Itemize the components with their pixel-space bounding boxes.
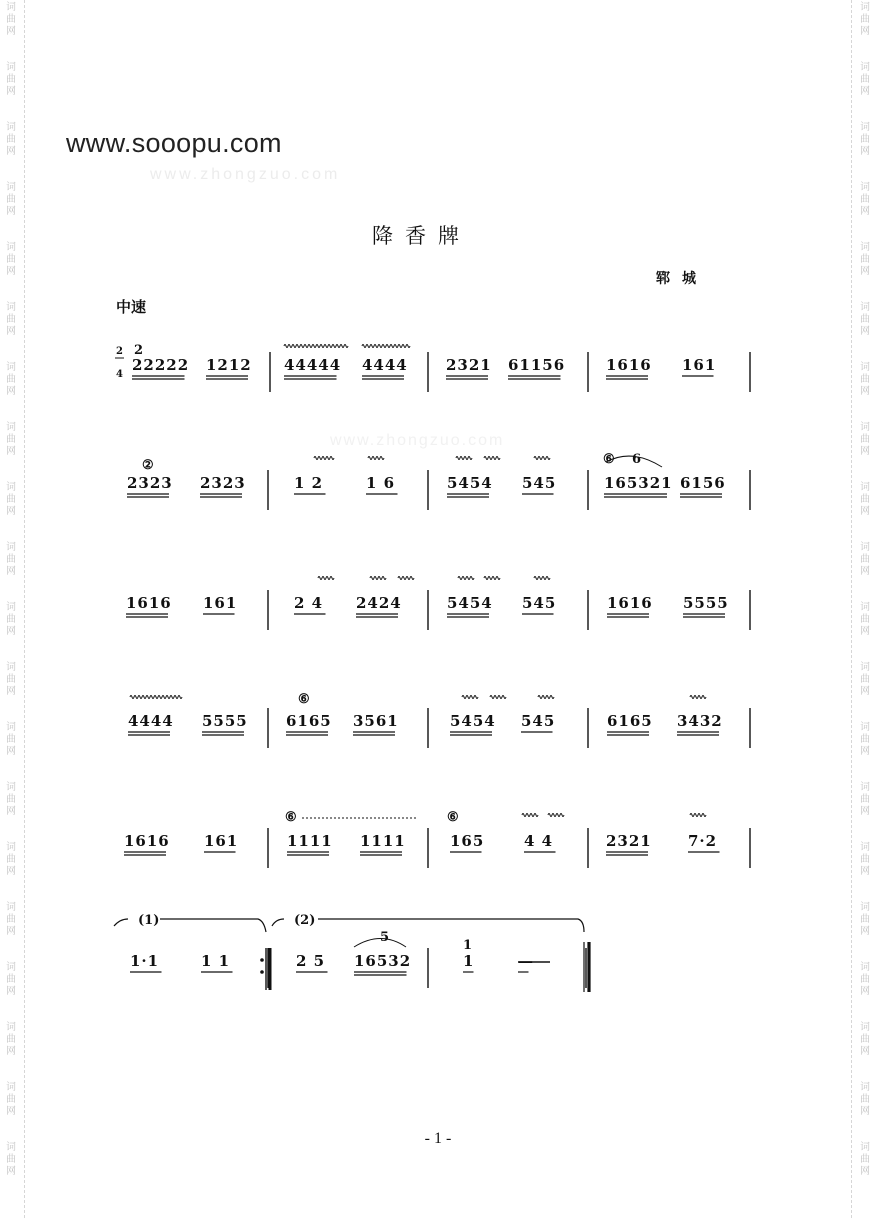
ornament-wave — [690, 814, 706, 817]
margin-glyph: 网 — [6, 1046, 16, 1057]
margin-glyph: 词 — [6, 302, 16, 313]
margin-glyph: 网 — [860, 686, 870, 697]
margin-glyph: 词 — [6, 422, 16, 433]
margin-glyph: 词 — [6, 242, 16, 253]
margin-glyph: 曲 — [6, 734, 16, 745]
page-number: - 1 - — [424, 1130, 452, 1147]
margin-glyph: 词 — [6, 662, 16, 673]
margin-glyph: 网 — [6, 626, 16, 637]
ornament-wave — [538, 696, 554, 699]
margin-glyph: 词 — [6, 542, 16, 553]
song-region: 郓城 — [656, 271, 708, 287]
margin-glyph: 网 — [860, 26, 870, 37]
note-group: 1·1 — [130, 952, 160, 970]
margin-glyph: 网 — [6, 146, 16, 157]
margin-glyph: 网 — [6, 926, 16, 937]
margin-glyph: 词 — [860, 1142, 870, 1153]
margin-glyph: 网 — [860, 146, 870, 157]
note-group: 3561 — [353, 712, 399, 730]
margin-glyph: 曲 — [6, 434, 16, 445]
note-group: 44444 — [284, 356, 342, 374]
margin-glyph: 曲 — [6, 254, 16, 265]
margin-glyph: 词 — [6, 1142, 16, 1153]
margin-glyph: 曲 — [860, 194, 870, 205]
note-group: 1616 — [124, 832, 170, 850]
margin-glyph: 曲 — [6, 1094, 16, 1105]
margin-glyph: 词 — [6, 782, 16, 793]
note-group: 6165 — [286, 712, 332, 730]
volta-bracket — [272, 919, 584, 932]
performance-mark: 5 — [380, 930, 390, 945]
margin-glyph: 曲 — [860, 554, 870, 565]
margin-glyph: 网 — [860, 86, 870, 97]
margin-glyph: 网 — [6, 986, 16, 997]
note-group: 5555 — [202, 712, 248, 730]
note-group: 22222 — [132, 356, 190, 374]
margin-glyph: 网 — [860, 266, 870, 277]
margin-glyph: 网 — [860, 866, 870, 877]
note-group: 2321 — [606, 832, 652, 850]
ornament-wave — [548, 814, 564, 817]
margin-glyph: 网 — [6, 686, 16, 697]
margin-glyph: 网 — [6, 866, 16, 877]
note-group: 7·2 — [688, 832, 718, 850]
margin-glyph: 网 — [6, 86, 16, 97]
margin-glyph: 网 — [6, 806, 16, 817]
margin-glyph: 网 — [6, 386, 16, 397]
margin-glyph: 曲 — [860, 734, 870, 745]
site-url-ghost: www.zhongzuo.com — [150, 166, 341, 183]
margin-glyph: 曲 — [860, 854, 870, 865]
note-group: 16532 — [354, 952, 412, 970]
margin-glyph: 词 — [6, 182, 16, 193]
margin-glyph: 曲 — [6, 794, 16, 805]
performance-mark: ⑥ — [603, 452, 615, 467]
ornament-wave — [284, 345, 348, 348]
margin-glyph: 曲 — [860, 1094, 870, 1105]
margin-glyph: 曲 — [860, 974, 870, 985]
margin-glyph: 词 — [6, 722, 16, 733]
note-group: 1616 — [607, 594, 653, 612]
note-group: 2323 — [127, 474, 173, 492]
note-group: 545 — [522, 594, 557, 612]
note-group: 1 — [463, 952, 475, 970]
margin-glyph: 曲 — [860, 134, 870, 145]
ornament-wave — [368, 457, 384, 460]
center-watermark: www.zhongzuo.com — [330, 432, 505, 449]
note-group: 545 — [522, 474, 557, 492]
ornament-wave — [458, 577, 474, 580]
margin-glyph: 曲 — [6, 674, 16, 685]
margin-glyph: 曲 — [860, 674, 870, 685]
ornament-wave — [534, 577, 550, 580]
margin-glyph: 网 — [6, 1166, 16, 1177]
song-title: 降香牌 — [372, 224, 471, 248]
ornament-wave — [370, 577, 386, 580]
margin-glyph: 词 — [860, 302, 870, 313]
margin-glyph: 词 — [860, 362, 870, 373]
margin-glyph: 网 — [6, 566, 16, 577]
margin-glyph: 词 — [6, 602, 16, 613]
margin-glyph: 词 — [860, 842, 870, 853]
ornament-wave — [362, 345, 410, 348]
time-signature-bottom: 4 — [116, 369, 123, 380]
margin-glyph: 网 — [860, 566, 870, 577]
margin-glyph: 词 — [860, 122, 870, 133]
ornament-wave — [398, 577, 414, 580]
margin-glyph: 网 — [860, 926, 870, 937]
margin-glyph: 词 — [6, 122, 16, 133]
margin-glyph: 网 — [6, 506, 16, 517]
margin-glyph: 词 — [6, 902, 16, 913]
margin-glyph: 曲 — [6, 914, 16, 925]
margin-glyph: 词 — [6, 1022, 16, 1033]
note-group: 1111 — [287, 832, 333, 850]
margin-glyph: 词 — [860, 242, 870, 253]
margin-glyph: 曲 — [6, 374, 16, 385]
note-group: 1212 — [206, 356, 252, 374]
margin-glyph: 网 — [6, 1106, 16, 1117]
ornament-wave — [130, 696, 182, 699]
margin-glyph: 曲 — [6, 74, 16, 85]
margin-glyph: 曲 — [6, 194, 16, 205]
note-group: 2 4 — [294, 594, 324, 612]
margin-glyph: 词 — [860, 542, 870, 553]
margin-glyph: 词 — [860, 422, 870, 433]
note-group: 1616 — [126, 594, 172, 612]
margin-glyph: 网 — [860, 1166, 870, 1177]
note-group: 1 1 — [201, 952, 231, 970]
margin-glyph: 词 — [860, 182, 870, 193]
margin-glyph: 曲 — [860, 1154, 870, 1165]
note-group: 5454 — [450, 712, 496, 730]
margin-glyph: 词 — [6, 62, 16, 73]
note-group: 6165 — [607, 712, 653, 730]
margin-glyph: 网 — [6, 26, 16, 37]
ornament-wave — [484, 457, 500, 460]
margin-glyph: 词 — [6, 362, 16, 373]
margin-glyph: 曲 — [6, 314, 16, 325]
margin-glyph: 词 — [6, 842, 16, 853]
margin-glyph: 词 — [860, 1022, 870, 1033]
note-group: 4444 — [362, 356, 408, 374]
margin-glyph: 曲 — [860, 794, 870, 805]
margin-glyph: 曲 — [6, 494, 16, 505]
note-group: 165321 — [604, 474, 673, 492]
note-group: 1 2 — [294, 474, 324, 492]
note-group: 165 — [450, 832, 485, 850]
margin-glyph: 曲 — [6, 614, 16, 625]
margin-glyph: 词 — [6, 482, 16, 493]
margin-glyph: 网 — [860, 326, 870, 337]
note-group: — — [518, 952, 534, 970]
margin-glyph: 曲 — [6, 1034, 16, 1045]
margin-glyph: 词 — [860, 782, 870, 793]
site-url: www.sooopu.com — [66, 128, 282, 158]
performance-mark: ⑥ — [285, 810, 297, 825]
note-group: 1111 — [360, 832, 406, 850]
note-group: 161 — [203, 594, 238, 612]
margin-glyph: 网 — [860, 1106, 870, 1117]
margin-glyph: 词 — [860, 602, 870, 613]
margin-glyph: 词 — [860, 62, 870, 73]
performance-mark: 6 — [632, 452, 642, 467]
note-group: 5555 — [683, 594, 729, 612]
margin-glyph: 词 — [860, 482, 870, 493]
note-group: 1 6 — [366, 474, 396, 492]
margin-glyph: 网 — [6, 206, 16, 217]
margin-glyph: 词 — [860, 662, 870, 673]
ornament-wave — [522, 814, 538, 817]
margin-glyph: 曲 — [860, 314, 870, 325]
ornament-wave — [318, 577, 334, 580]
ornament-wave — [462, 696, 478, 699]
note-group: 161 — [204, 832, 239, 850]
ornament-wave — [456, 457, 472, 460]
ornament-wave — [534, 457, 550, 460]
note-group: 2424 — [356, 594, 402, 612]
note-group: 5454 — [447, 474, 493, 492]
margin-glyph: 曲 — [860, 254, 870, 265]
performance-mark: (2) — [294, 913, 316, 928]
note-group: 61156 — [508, 356, 566, 374]
margin-glyph: 曲 — [860, 434, 870, 445]
note-group: 161 — [682, 356, 717, 374]
margin-glyph: 曲 — [6, 974, 16, 985]
margin-glyph: 曲 — [860, 374, 870, 385]
ornament-wave — [490, 696, 506, 699]
repeat-dot — [260, 958, 264, 962]
margin-glyph: 网 — [6, 326, 16, 337]
margin-glyph: 曲 — [6, 554, 16, 565]
margin-glyph: 网 — [860, 746, 870, 757]
margin-glyph: 网 — [860, 626, 870, 637]
note-group: 5454 — [447, 594, 493, 612]
margin-glyph: 词 — [860, 2, 870, 13]
tempo-marking: 中速 — [116, 298, 147, 316]
note-group: 2 5 — [296, 952, 326, 970]
margin-glyph: 词 — [6, 2, 16, 13]
margin-glyph: 网 — [860, 386, 870, 397]
performance-mark: ② — [142, 458, 154, 473]
margin-glyph: 曲 — [6, 134, 16, 145]
note-group: 4444 — [128, 712, 174, 730]
performance-mark: 2 — [134, 343, 144, 358]
margin-glyph: 网 — [6, 446, 16, 457]
margin-glyph: 网 — [860, 1046, 870, 1057]
margin-glyph: 曲 — [6, 1154, 16, 1165]
margin-glyph: 网 — [860, 206, 870, 217]
margin-glyph: 曲 — [860, 14, 870, 25]
margin-glyph: 曲 — [860, 74, 870, 85]
volta-bracket — [114, 919, 266, 932]
margin-glyph: 词 — [860, 1082, 870, 1093]
margin-glyph: 曲 — [860, 614, 870, 625]
margin-glyph: 曲 — [6, 854, 16, 865]
time-signature-top: 2 — [116, 346, 123, 357]
note-group: 4 4 — [524, 832, 554, 850]
margin-glyph: 网 — [860, 446, 870, 457]
performance-mark: 1 — [463, 938, 473, 953]
performance-mark: (1) — [138, 913, 160, 928]
note-group: 1616 — [606, 356, 652, 374]
margin-glyph: 网 — [860, 506, 870, 517]
ornament-wave — [314, 457, 334, 460]
margin-glyph: 曲 — [860, 494, 870, 505]
ornament-wave — [690, 696, 706, 699]
note-group: 545 — [521, 712, 556, 730]
ornament-wave — [484, 577, 500, 580]
note-group: 3432 — [677, 712, 723, 730]
margin-glyph: 网 — [860, 806, 870, 817]
margin-glyph: 词 — [860, 962, 870, 973]
margin-glyph: 网 — [860, 986, 870, 997]
margin-glyph: 曲 — [6, 14, 16, 25]
note-group: 6156 — [680, 474, 726, 492]
margin-glyph: 词 — [860, 722, 870, 733]
performance-mark: ⑥ — [298, 692, 310, 707]
margin-glyph: 词 — [6, 1082, 16, 1093]
note-group: 2323 — [200, 474, 246, 492]
margin-glyph: 网 — [6, 746, 16, 757]
performance-mark: ⑥ — [447, 810, 459, 825]
margin-glyph: 词 — [860, 902, 870, 913]
repeat-dot — [260, 970, 264, 974]
margin-glyph: 曲 — [860, 1034, 870, 1045]
margin-glyph: 词 — [6, 962, 16, 973]
margin-glyph: 曲 — [860, 914, 870, 925]
note-group: 2321 — [446, 356, 492, 374]
margin-glyph: 网 — [6, 266, 16, 277]
